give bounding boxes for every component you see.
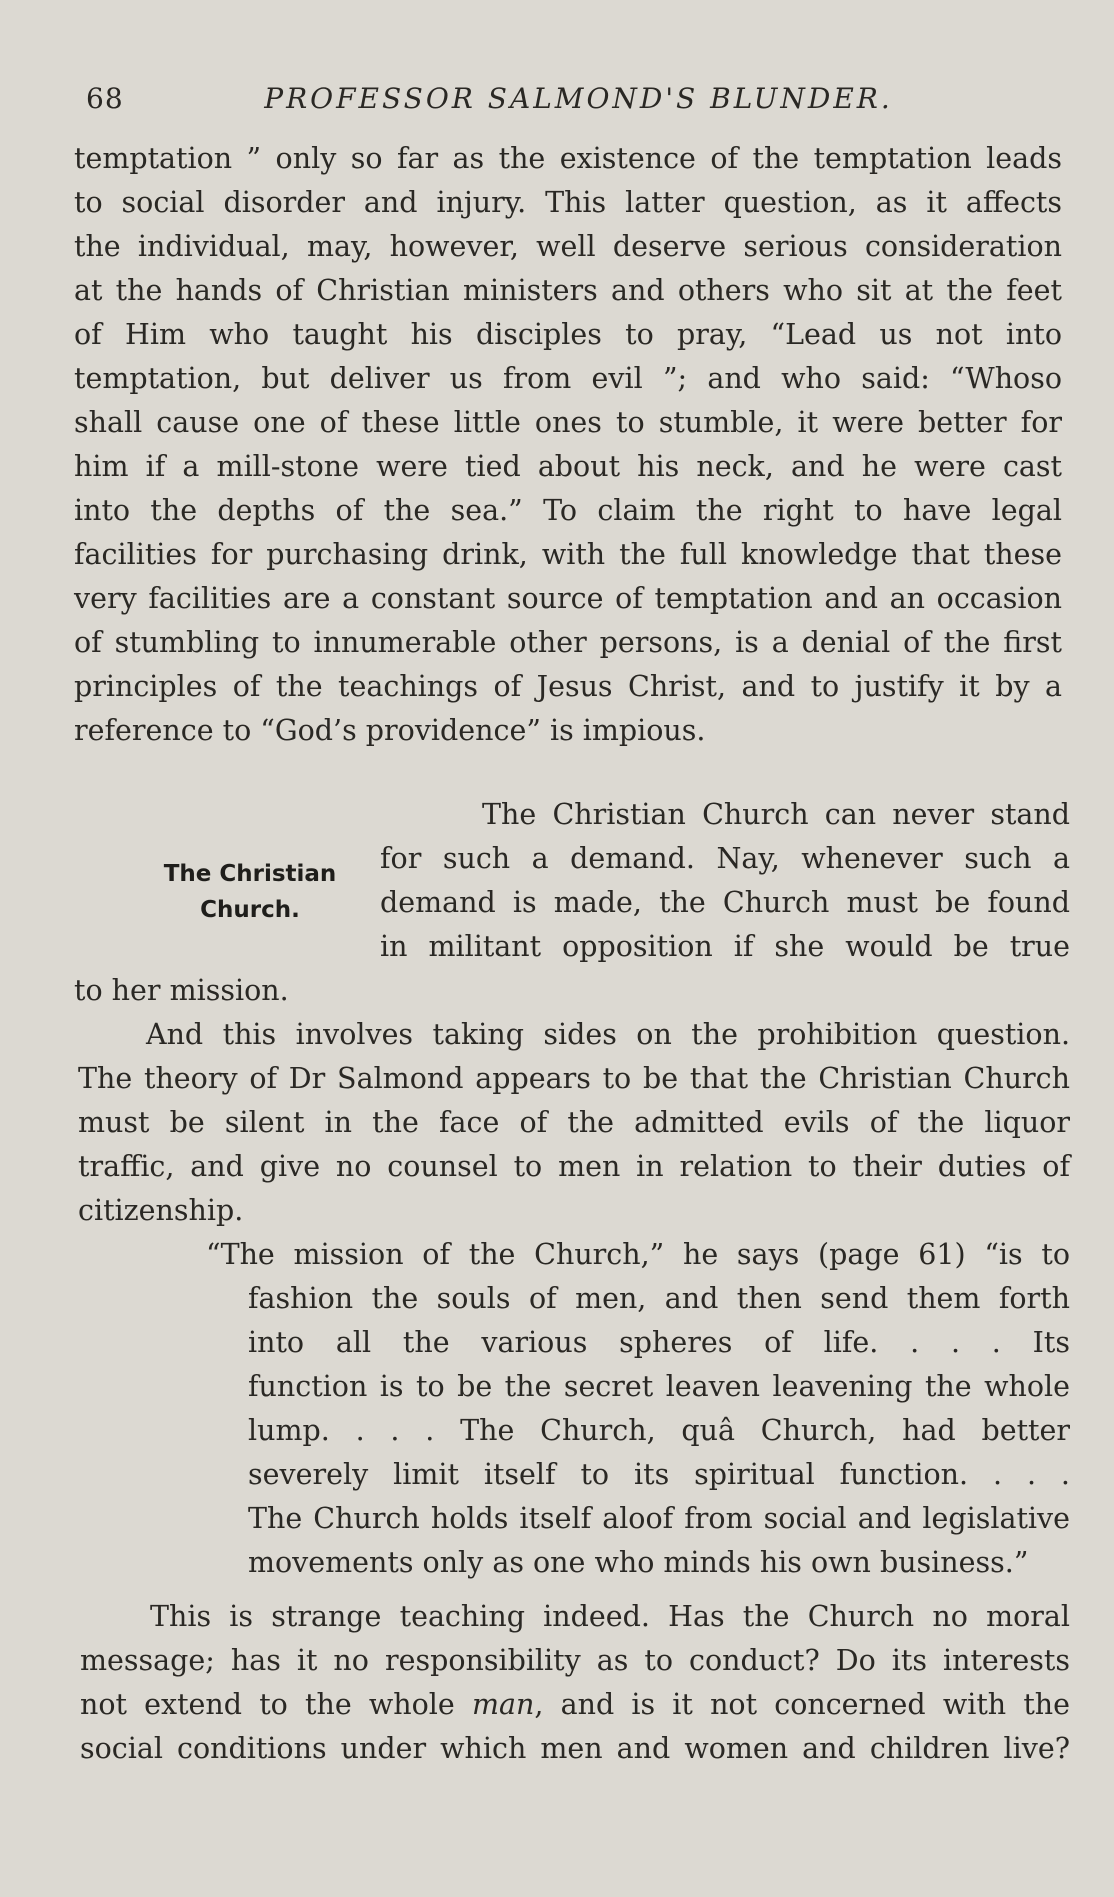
text-line: to social disorder and injury. This latter question, as it affects <box>74 186 1062 219</box>
text-line: to her mission. <box>74 974 289 1007</box>
text-line: And this involves taking sides on the prohibition question. <box>146 1018 1070 1051</box>
running-title: PROFESSOR SALMOND'S BLUNDER. <box>264 82 893 115</box>
text-line: temptation ” only so far as the existence of the temptation leads <box>74 142 1062 175</box>
text-line: very facilities are a constant source of temptation and an occasion <box>74 582 1062 615</box>
text-line: of Him who taught his disciples to pray, “Lead us not into <box>74 318 1062 351</box>
text-line: must be silent in the face of the admitted evils of the liquor <box>78 1106 1070 1139</box>
quote-line: into all the various spheres of life. . . . Its <box>248 1326 1070 1359</box>
page-number: 68 <box>86 82 124 115</box>
text-line: message; has it no responsibility as to conduct? Do its interests <box>80 1644 1070 1677</box>
margin-heading-line: Church. <box>200 897 300 923</box>
text-line: of stumbling to innumerable other persons, is a denial of the first <box>74 626 1062 659</box>
text-line: the individual, may, however, well deserve serious consideration <box>74 230 1062 263</box>
quote-line: movements only as one who minds his own business.” <box>248 1546 1029 1579</box>
text-line: temptation, but deliver us from evil ”; and who said: “Whoso <box>74 362 1062 395</box>
text-line: traffic, and give no counsel to men in relation to their duties of <box>78 1150 1070 1183</box>
text-line: The theory of Dr Salmond appears to be that the Christian Church <box>78 1062 1070 1095</box>
text-line: The Christian Church can never stand <box>482 798 1070 831</box>
margin-heading <box>140 856 360 928</box>
text-line: demand is made, the Church must be found <box>380 886 1070 919</box>
text-line: facilities for purchasing drink, with the full knowledge that these <box>74 538 1062 571</box>
text-line: for such a demand. Nay, whenever such a <box>380 842 1070 875</box>
quote-line: The Church holds itself aloof from social and legislative <box>248 1502 1070 1535</box>
text-line: principles of the teachings of Jesus Christ, and to justify it by a <box>74 670 1062 703</box>
text-line: citizenship. <box>78 1194 244 1227</box>
text-span: not extend to the whole <box>80 1688 472 1721</box>
text-line: in militant opposition if she would be true <box>380 930 1070 963</box>
quote-line: lump. . . . The Church, quâ Church, had better <box>248 1414 1070 1447</box>
text-line: reference to “God’s providence” is impious. <box>74 714 706 747</box>
text-line: social conditions under which men and women and children live? <box>80 1732 1070 1765</box>
text-line: at the hands of Christian ministers and others who sit at the feet <box>74 274 1062 307</box>
quote-line: severely limit itself to its spiritual function. . . . <box>248 1458 1070 1491</box>
quote-line: “The mission of the Church,” he says (page 61) “is to <box>206 1238 1070 1271</box>
text-line: him if a mill-stone were tied about his neck, and he were cast <box>74 450 1062 483</box>
text-line: into the depths of the sea.” To claim the right to have legal <box>74 494 1062 527</box>
margin-heading-line: The Christian <box>163 861 337 887</box>
quote-line: fashion the souls of men, and then send them forth <box>248 1282 1070 1315</box>
text-line: This is strange teaching indeed. Has the Church no moral <box>150 1600 1070 1633</box>
text-span: , and is it not concerned with the <box>534 1688 1070 1721</box>
text-line <box>80 1688 1070 1721</box>
quote-line: function is to be the secret leaven leavening the whole <box>248 1370 1070 1403</box>
text-line: shall cause one of these little ones to stumble, it were better for <box>74 406 1062 439</box>
emphasis: man <box>471 1688 535 1721</box>
